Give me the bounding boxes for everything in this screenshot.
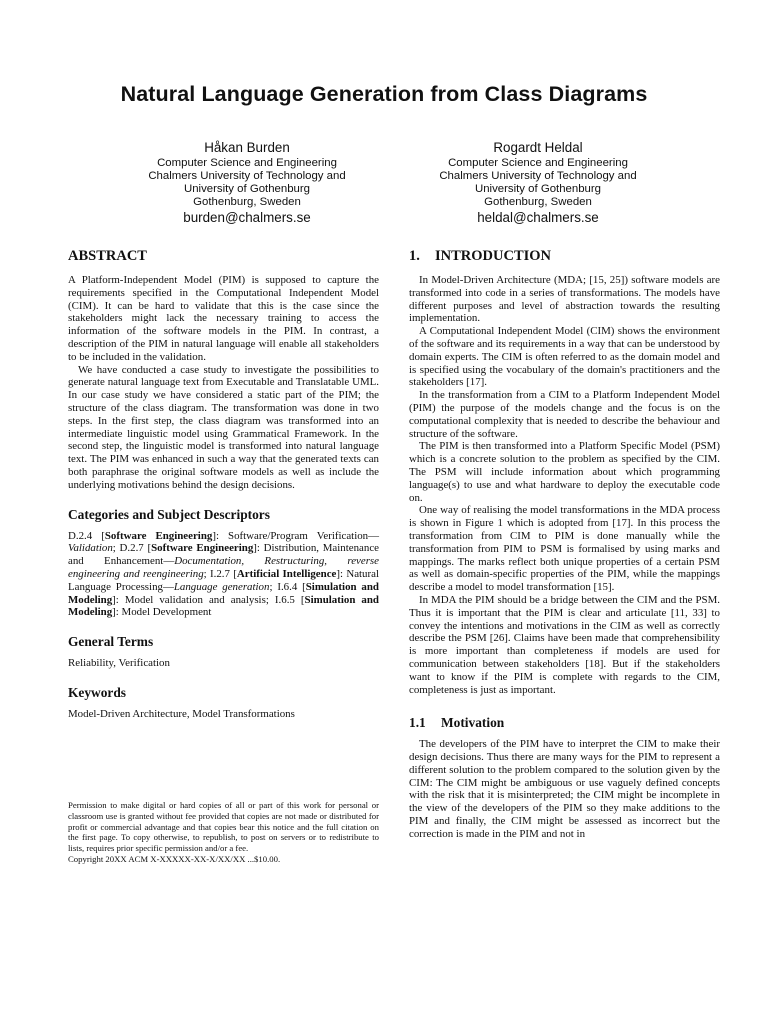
categories-text: D.2.4 [Software Engineering]: Software/Program Verification—Validation; D.2.7 [Software Engineering]: Distribution, Maintenance and Enhancement—Documentation, Restructuring, reverse engineering and reengineering; I.2.7 [Artificial Intelligence]: Natural Language Processing—Language generation; I.6.4 [Simulation and Modeling]: Model validation and analysis; I.6.5 [Simulation and Modeling]: Model Development [68, 529, 380, 619]
author-name: Rogardt Heldal [493, 140, 583, 155]
author-email: heldal@chalmers.se [477, 210, 599, 225]
intro-paragraph-2: A Computational Independent Model (CIM) shows the environment of the software and its requirements in a way that can be understood by domain experts. The CIM is often referred to as the domain model and is specified using the vocabulary of the domain's practitioners and the stakeholders [17]. [409, 325, 720, 389]
left-column [68, 246, 379, 721]
section-number: 1. [409, 248, 420, 264]
motivation-paragraph-1: The developers of the PIM have to interpret the CIM to make their design decisions. Thus there are many ways for the PIM to represent a different solution to the problem compared to the solution given by the CIM: The CIM might be ambiguous or use vaguely defined concepts with the risk that it is misinterpreted; the CIM might be incomplete in the view of the developers of the PIM so they make additions to the PIM and finally, the CIM might be assessed as incorrect but the correction is made in the PIM and not in [409, 738, 720, 840]
subsection-title: Motivation [441, 715, 505, 731]
general-terms-text: Reliability, Verification [68, 657, 170, 670]
right-column [409, 246, 720, 841]
author-email: burden@chalmers.se [183, 210, 311, 225]
author-block-2 [403, 140, 673, 226]
intro-paragraph-1: In Model-Driven Architecture (MDA; [15, 25]) software models are transformed into code in a series of transformations. The models have different purposes and level of abstraction towards the resulting implementation. [409, 274, 720, 325]
section-title: INTRODUCTION [435, 248, 552, 264]
intro-paragraph-3: In the transformation from a CIM to a Platform Independent Model (PIM) the purpose of the models change and the focus is on the computational complexity that is needed to describe the behaviour and structure of the software. [409, 389, 720, 440]
abstract-paragraph-1: A Platform-Independent Model (PIM) is supposed to capture the requirements specified in the Computational Independent Model (CIM). It can be hard to validate that this is the case since the stakeholders might lack the necessary training to access the information of the software models in the PIM. In contrast, a description of the PIM in natural language will enable all stakeholders to be included in the validation. [68, 274, 379, 363]
abstract-paragraph-2: We have conducted a case study to investigate the possibilities to generate natural language text from Executable and Translatable UML. In our case study we have considered a static part of the PIM; the structure of the class diagram. The transformation was done in two steps. In the first step, the class diagram was transformed into an intermediate linguistic model using Grammatical Framework. In the second step, the linguistic model is transformed into natural language text. The PIM was enhanced in such a way that the generated texts can both paraphrase the original software models as well as include the underlying motivations behind the design decisions. [68, 363, 379, 491]
intro-paragraph-4: The PIM is then transformed into a Platform Specific Model (PSM) which is a concrete solution to the problem as specified by the CIM. The PSM will include information about which programming language(s) to use and what hardware to deploy the executable code on. [409, 440, 720, 504]
intro-paragraph-5: One way of realising the model transformations in the MDA process is shown in Figure 1 which is adopted from [17]. In this process the transformation from CIM to PIM is done manually while the transformation from PIM to PSM is formalised by using marks and mappings. The marks reflect both unique properties of a certain PSM as well as domain-specific properties of the PIM, while the mappings describe a model to model transformation [15]. [409, 504, 720, 594]
author-university-2: University of Gothenburg [184, 183, 310, 195]
permission-text: Permission to make digital or hard copies of all or part of this work for personal or classroom use is granted without fee provided that copies are not made or distributed for profit or commercial advantage and that copies bear this notice and the full citation on the first page. To copy otherwise, to republish, to post on servers or to redistribute to lists, requires prior specific permission and/or a fee. [68, 800, 379, 854]
permission-notice [68, 800, 379, 865]
author-name: Håkan Burden [204, 140, 290, 155]
subsection-number: 1.1 [409, 715, 426, 731]
motivation-heading [409, 714, 720, 732]
intro-paragraph-6: In MDA the PIM should be a bridge between the CIM and the PSM. Thus it is important that the PIM is clear and articulate [11, 33] to convey the intentions and motivations in the CIM as well as correctly describe the PSM [26]. Claims have been made that comprehensibility is more important than completeness if models are used for communication between stakeholders [18]. But if the stakeholders want to know if the PIM is complete with regards to the CIM, completeness is just as important. [409, 593, 720, 696]
author-location: Gothenburg, Sweden [484, 196, 592, 208]
keywords-heading: Keywords [68, 684, 127, 700]
copyright-line: Copyright 20XX ACM X-XXXXX-XX-X/XX/XX ...$10.00. [68, 853, 281, 864]
author-university: Chalmers University of Technology and [148, 170, 346, 182]
paper-title: Natural Language Generation from Class Diagrams [120, 82, 648, 106]
author-university: Chalmers University of Technology and [439, 170, 637, 182]
author-university-2: University of Gothenburg [475, 183, 601, 195]
abstract-heading: ABSTRACT [68, 248, 147, 264]
author-department: Computer Science and Engineering [448, 157, 628, 169]
author-block-1 [112, 140, 382, 226]
author-location: Gothenburg, Sweden [193, 196, 301, 208]
general-terms-heading: General Terms [68, 634, 154, 650]
categories-heading: Categories and Subject Descriptors [68, 506, 270, 522]
author-department: Computer Science and Engineering [157, 157, 337, 169]
introduction-heading [409, 246, 720, 266]
keywords-text: Model-Driven Architecture, Model Transformations [68, 707, 295, 720]
